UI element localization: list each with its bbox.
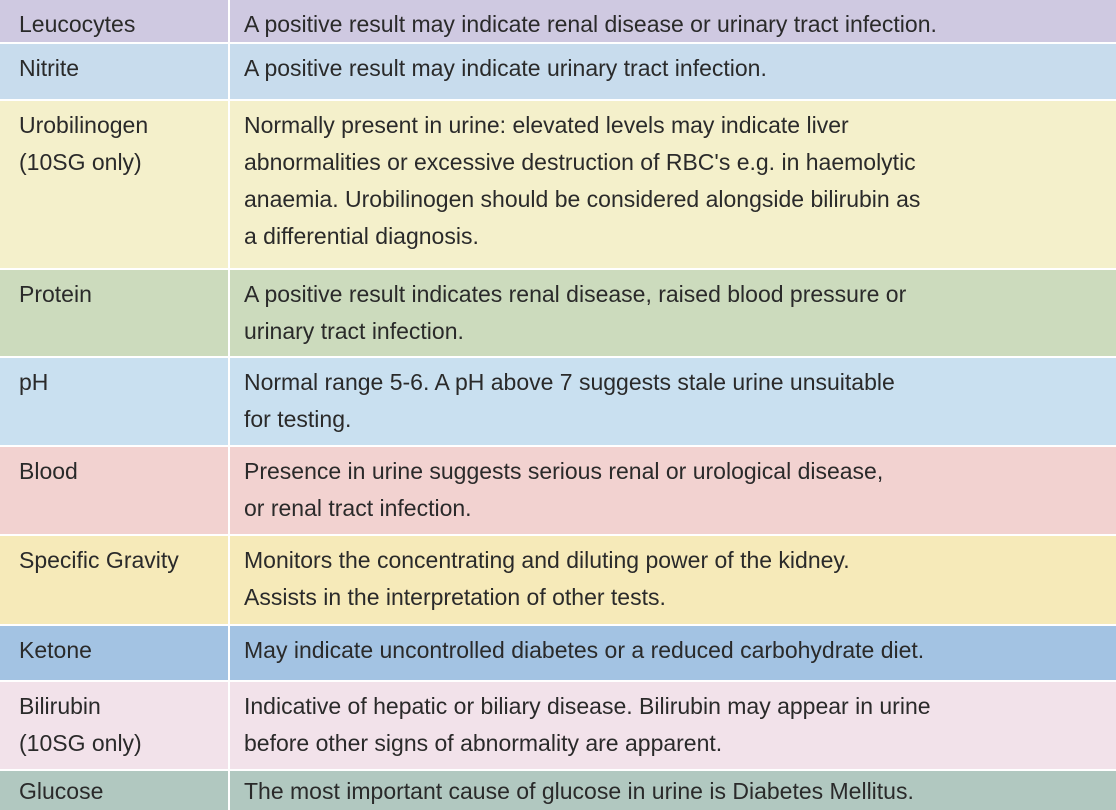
term-text: (10SG only) xyxy=(19,149,142,175)
description-text: before other signs of abnormality are apparent. xyxy=(244,730,723,756)
term-text: pH xyxy=(19,369,49,395)
table-row-ketone xyxy=(0,626,1116,682)
description-text: abnormalities or excessive destruction of RBC's e.g. in haemolytic xyxy=(244,149,916,175)
table-row-glucose xyxy=(0,771,1116,810)
description-text: Presence in urine suggests serious renal or urological disease, xyxy=(244,458,884,484)
term-text: (10SG only) xyxy=(19,730,142,756)
description-text: May indicate uncontrolled diabetes or a reduced carbohydrate diet. xyxy=(244,637,925,663)
description-cell xyxy=(244,453,1112,527)
description-text: or renal tract infection. xyxy=(244,495,472,521)
column-divider xyxy=(228,626,230,680)
description-text: Indicative of hepatic or biliary disease. Bilirubin may appear in urine xyxy=(244,693,931,719)
term-text: Ketone xyxy=(19,637,92,663)
column-divider xyxy=(228,0,230,42)
description-text: Monitors the concentrating and diluting power of the kidney. xyxy=(244,547,850,573)
term-text: Specific Gravity xyxy=(19,547,179,573)
term-text: Bilirubin xyxy=(19,693,101,719)
description-text: urinary tract infection. xyxy=(244,318,464,344)
description-cell xyxy=(244,276,1112,350)
description-cell xyxy=(244,688,1112,762)
description-text: A positive result may indicate renal disease or urinary tract infection. xyxy=(244,11,937,37)
description-cell xyxy=(244,50,1112,87)
description-text: Assists in the interpretation of other tests. xyxy=(244,584,666,610)
column-divider xyxy=(228,447,230,534)
term-cell xyxy=(19,773,229,810)
column-divider xyxy=(228,358,230,445)
table-row-blood xyxy=(0,447,1116,536)
term-cell xyxy=(19,6,229,43)
description-cell xyxy=(244,6,1112,43)
description-text: anaemia. Urobilinogen should be considered alongside bilirubin as xyxy=(244,186,921,212)
column-divider xyxy=(228,771,230,810)
column-divider xyxy=(228,682,230,769)
description-text: for testing. xyxy=(244,406,352,432)
term-text: Glucose xyxy=(19,778,104,804)
column-divider xyxy=(228,44,230,99)
term-cell xyxy=(19,276,229,313)
column-divider xyxy=(228,270,230,356)
description-text: A positive result may indicate urinary tract infection. xyxy=(244,55,767,81)
term-cell xyxy=(19,107,229,181)
description-text: a differential diagnosis. xyxy=(244,223,479,249)
table-row-leucocytes xyxy=(0,0,1116,44)
column-divider xyxy=(228,101,230,268)
term-text: Nitrite xyxy=(19,55,80,81)
table-row-protein xyxy=(0,270,1116,358)
term-cell xyxy=(19,364,229,401)
description-text: The most important cause of glucose in urine is Diabetes Mellitus. xyxy=(244,778,914,804)
table-row-specific-gravity xyxy=(0,536,1116,626)
description-text: Normally present in urine: elevated levels may indicate liver xyxy=(244,112,849,138)
table-row-nitrite xyxy=(0,44,1116,101)
table-row-bilirubin xyxy=(0,682,1116,771)
term-text: Leucocytes xyxy=(19,11,136,37)
table-row-ph xyxy=(0,358,1116,447)
description-text: Normal range 5-6. A pH above 7 suggests stale urine unsuitable xyxy=(244,369,895,395)
term-cell xyxy=(19,453,229,490)
term-cell xyxy=(19,688,229,762)
description-text: A positive result indicates renal disease, raised blood pressure or xyxy=(244,281,907,307)
description-cell xyxy=(244,632,1112,669)
description-cell xyxy=(244,364,1112,438)
term-cell xyxy=(19,632,229,669)
description-cell xyxy=(244,773,1112,810)
term-cell xyxy=(19,50,229,87)
column-divider xyxy=(228,536,230,624)
term-text: Protein xyxy=(19,281,92,307)
term-text: Urobilinogen xyxy=(19,112,149,138)
table-row-urobilinogen xyxy=(0,101,1116,270)
description-cell xyxy=(244,107,1112,255)
description-cell xyxy=(244,542,1112,616)
term-text: Blood xyxy=(19,458,78,484)
term-cell xyxy=(19,542,229,579)
